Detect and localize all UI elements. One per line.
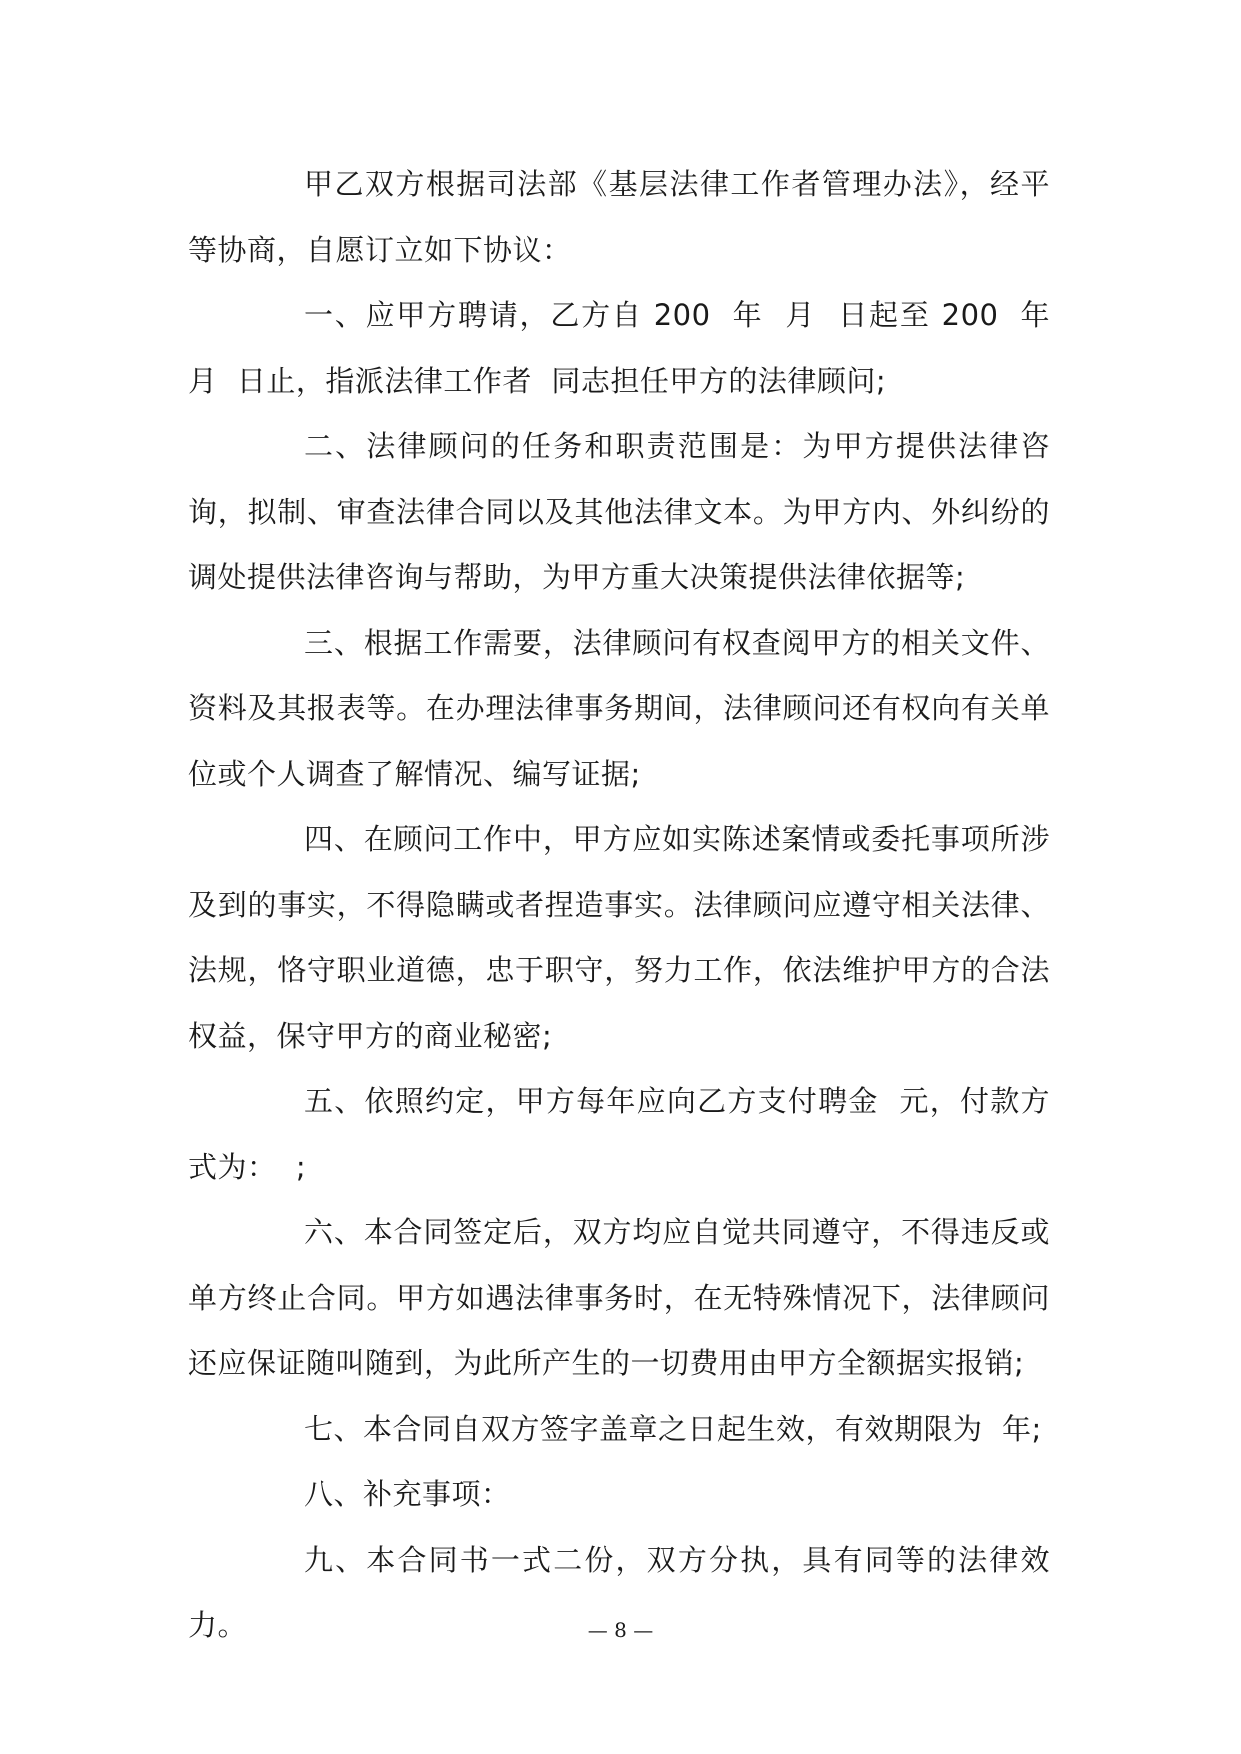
paragraph-clause-2: 二、法律顾问的任务和职责范围是：为甲方提供法律咨询，拟制、审查法律合同以及其他法律文本。为甲方内、外纠纷的调处提供法律咨询与帮助，为甲方重大决策提供法律依据等; bbox=[188, 429, 1050, 594]
contract-body bbox=[188, 152, 1070, 1659]
paragraph-clause-6: 六、本合同签定后，双方均应自觉共同遵守，不得违反或单方终止合同。甲方如遇法律事务时，在无特殊情况下，法律顾问还应保证随叫随到，为此所产生的一切费用由甲方全额据实报销; bbox=[188, 1215, 1050, 1380]
page-number: — 8 — bbox=[587, 1618, 654, 1642]
paragraph-clause-4: 四、在顾问工作中，甲方应如实陈述案情或委托事项所涉及到的事实，不得隐瞒或者捏造事实。法律顾问应遵守相关法律、法规，恪守职业道德，忠于职守，努力工作，依法维护甲方的合法权益，保守甲方的商业秘密; bbox=[188, 822, 1050, 1053]
paragraph-preamble: 甲乙双方根据司法部《基层法律工作者管理办法》，经平等协商，自愿订立如下协议： bbox=[188, 167, 1050, 267]
paragraph-clause-1: 一、应甲方聘请，乙方自 200 年 月 日起至 200 年 月 日止，指派法律工作者 同志担任甲方的法律顾问; bbox=[188, 298, 1070, 398]
paragraph-clause-3: 三、根据工作需要，法律顾问有权查阅甲方的相关文件、资料及其报表等。在办理法律事务期间，法律顾问还有权向有关单位或个人调查了解情况、编写证据; bbox=[188, 625, 1050, 791]
paragraph-clause-5: 五、依照约定，甲方每年应向乙方支付聘金 元，付款方式为： ; bbox=[188, 1084, 1050, 1184]
paragraph-clause-9: 九、本合同书一式二份，双方分执，具有同等的法律效力。 bbox=[188, 1542, 1050, 1642]
paragraph-clause-8: 八、补充事项： bbox=[304, 1477, 511, 1511]
paragraph-clause-7: 七、本合同自双方签字盖章之日起生效，有效期限为 年; bbox=[304, 1411, 1042, 1446]
